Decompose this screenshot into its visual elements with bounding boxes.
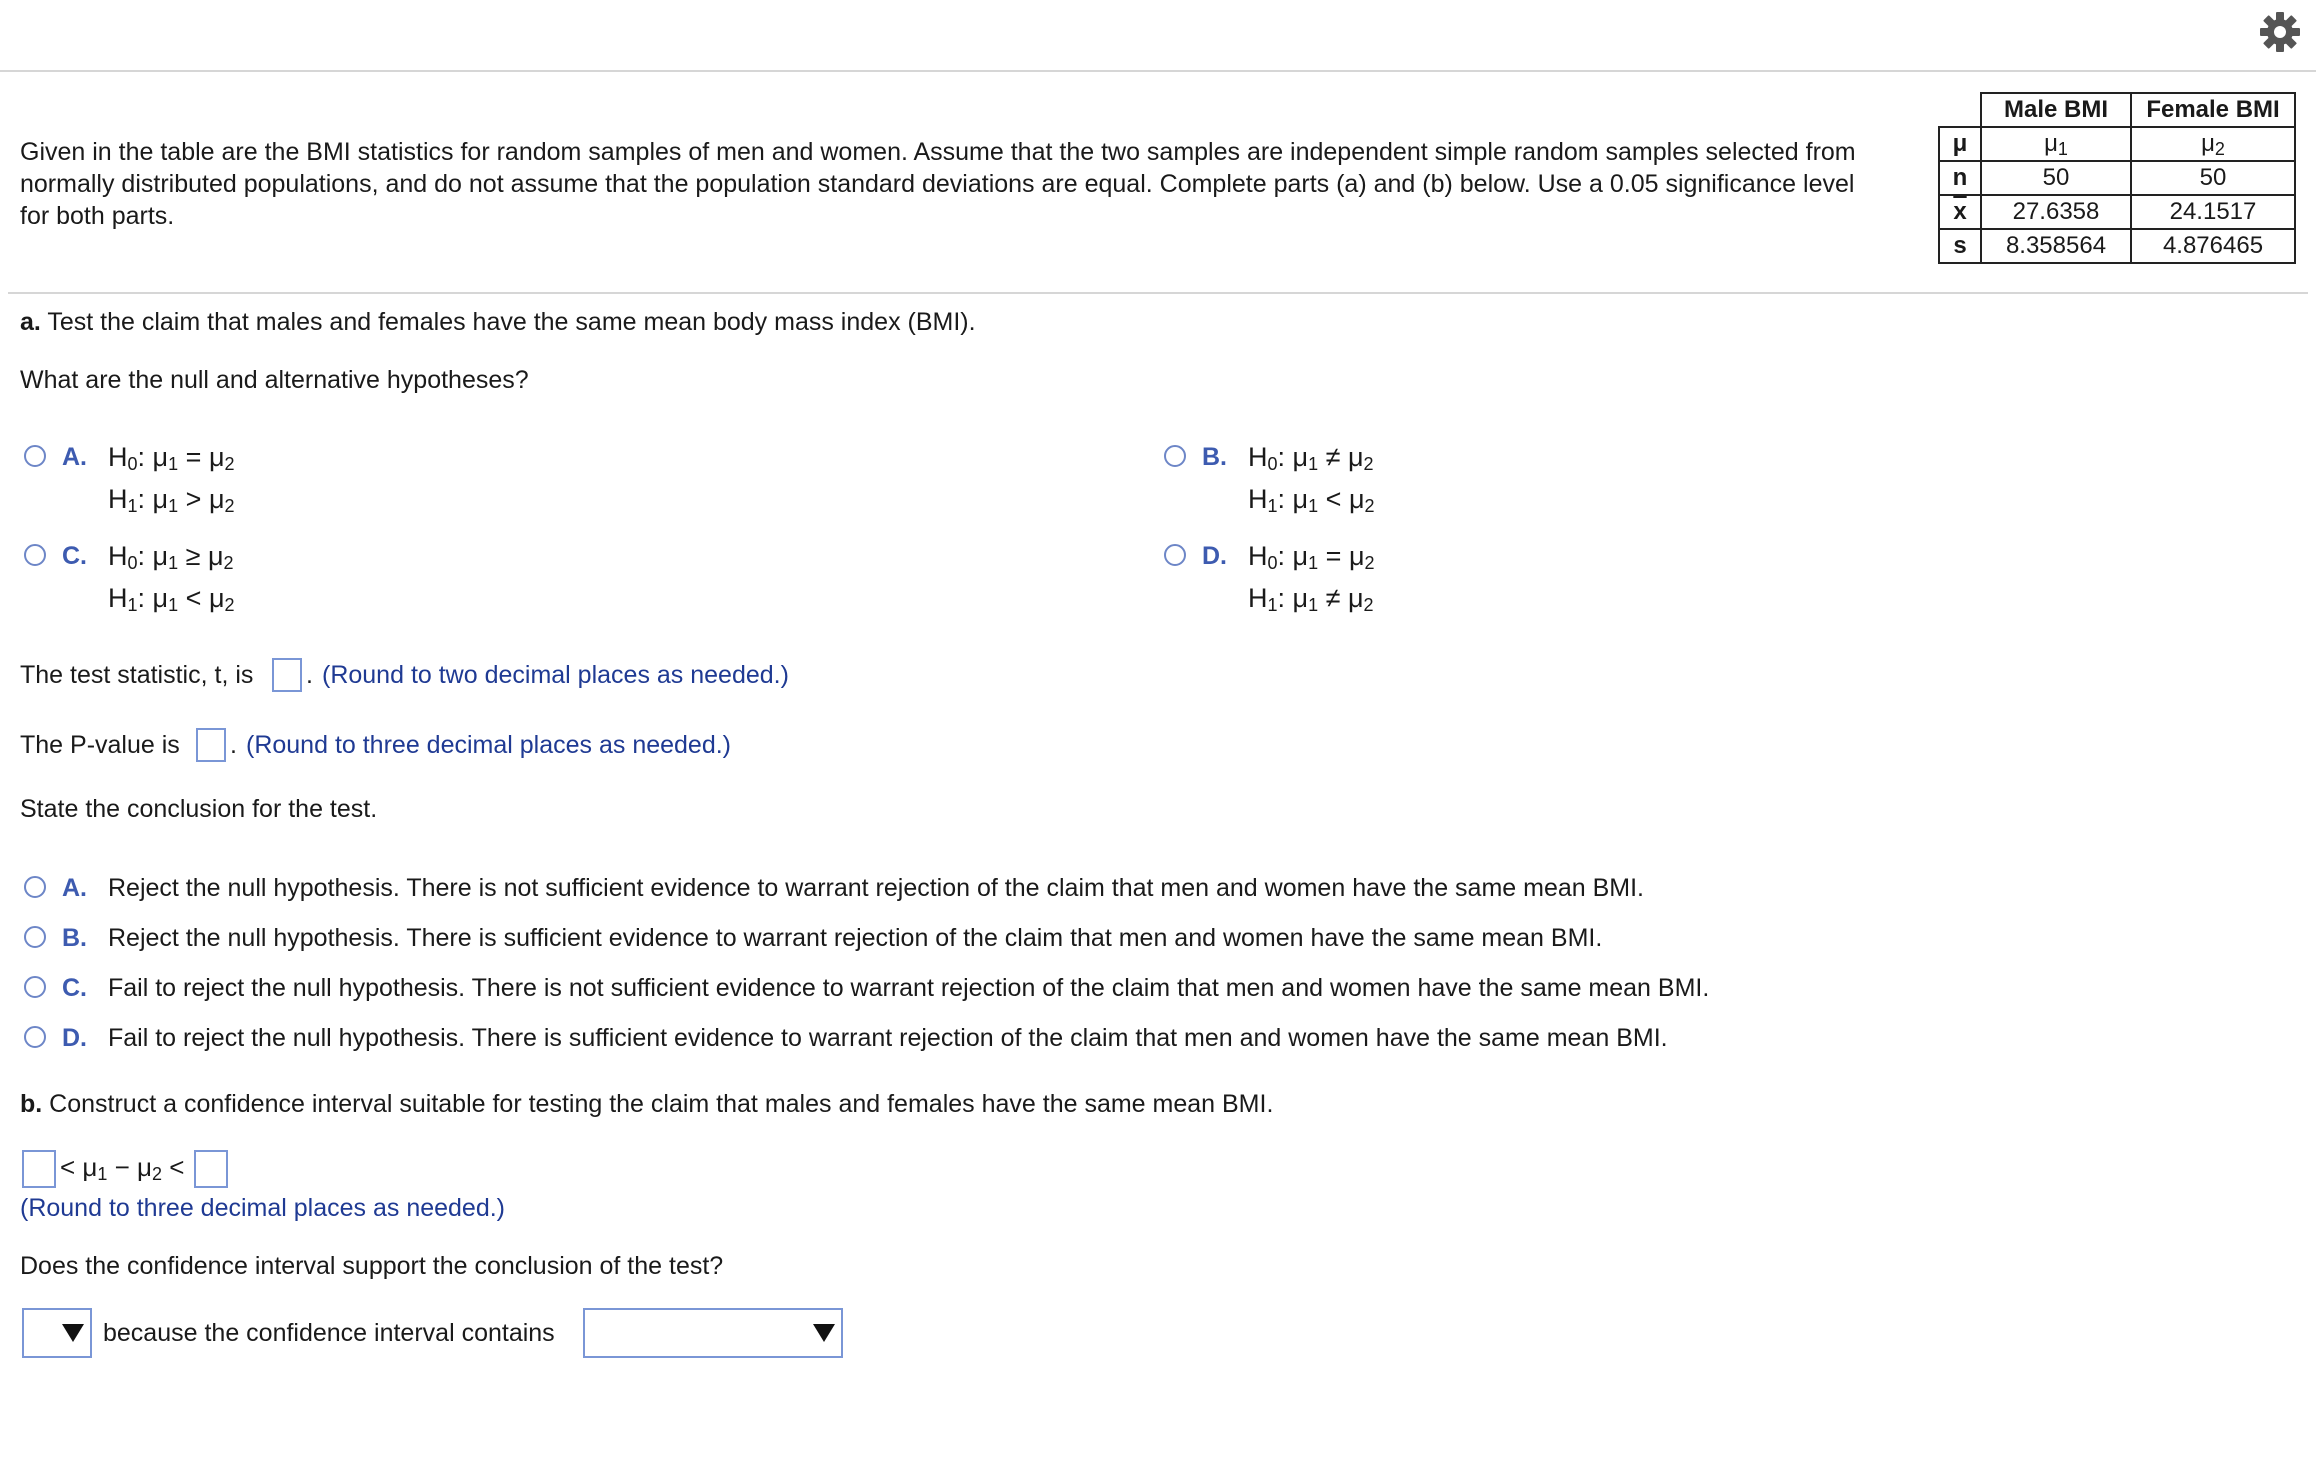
hypothesis-b-h1[interactable]: $H_1$: $\mu_1 < \mu_2$: [1248, 484, 1375, 516]
test-statistic-period: .: [306, 661, 313, 689]
header-female-bmi: Female BMI: [2131, 93, 2295, 127]
radio-hypothesis-d[interactable]: [1164, 544, 1186, 566]
divider: [8, 292, 2308, 294]
table-row: [1939, 161, 2295, 195]
option-letter: C.: [62, 542, 87, 570]
conclusion-d-text[interactable]: Fail to reject the null hypothesis. There is sufficient evidence to warrant rejection of the claim that men and women have the same mean BMI.: [108, 1024, 1668, 1052]
hypothesis-d-h1[interactable]: $H_1$: $\mu_1 \ne \mu_2$: [1248, 583, 1374, 615]
option-letter: A.: [62, 443, 87, 471]
hypothesis-b-h0[interactable]: $H_0$: $\mu_1 \ne \mu_2$: [1248, 442, 1374, 474]
conclusion-b-text[interactable]: Reject the null hypothesis. There is sufficient evidence to warrant rejection of the claim that men and women have the same mean BMI.: [108, 924, 1603, 952]
p-value-label: The P-value is: [20, 731, 180, 759]
triangle-down-icon: [813, 1324, 835, 1342]
part-a-prompt: a. Test the claim that males and females have the same mean body mass index (BMI).: [20, 308, 976, 336]
bmi-statistics-table: [1938, 92, 2296, 264]
option-letter: C.: [62, 974, 87, 1002]
test-statistic-label: The test statistic, t, is: [20, 661, 254, 689]
table-row: [1939, 195, 2295, 229]
conclusion-a-text[interactable]: Reject the null hypothesis. There is not sufficient evidence to warrant rejection of the claim that men and women have the same mean BMI.: [108, 874, 1644, 902]
radio-conclusion-d[interactable]: [24, 1026, 46, 1048]
row-label-xbar: $\overline{x}$: [1939, 195, 1981, 229]
table-corner: [1939, 93, 1981, 127]
radio-conclusion-c[interactable]: [24, 976, 46, 998]
ci-hint: (Round to three decimal places as needed.): [20, 1194, 506, 1222]
ci-upper-input[interactable]: [194, 1150, 228, 1188]
option-letter: D.: [1202, 542, 1227, 570]
female-mean: 24.1517: [2131, 195, 2295, 229]
male-n: 50: [1981, 161, 2131, 195]
option-letter: B.: [62, 924, 87, 952]
conclusion-label: State the conclusion for the test.: [20, 795, 378, 823]
part-b-prompt: b. Construct a confidence interval suitable for testing the claim that males and females have the same mean BMI.: [20, 1090, 1274, 1118]
hypotheses-question: What are the null and alternative hypotheses?: [20, 366, 529, 394]
radio-conclusion-b[interactable]: [24, 926, 46, 948]
triangle-down-icon: [62, 1324, 84, 1342]
p-value-input[interactable]: [196, 728, 226, 762]
option-letter: D.: [62, 1024, 87, 1052]
female-sd: 4.876465: [2131, 229, 2295, 263]
ci-lower-input[interactable]: [22, 1150, 56, 1188]
conclusion-c-text[interactable]: Fail to reject the null hypothesis. There is not sufficient evidence to warrant rejection of the claim that men and women have the same mean BMI.: [108, 974, 1710, 1002]
hypothesis-c-h0[interactable]: $H_0$: $\mu_1 \ge \mu_2$: [108, 541, 234, 573]
contains-dropdown[interactable]: [583, 1308, 843, 1358]
because-text: because the confidence interval contains: [103, 1319, 555, 1347]
radio-conclusion-a[interactable]: [24, 876, 46, 898]
radio-hypothesis-b[interactable]: [1164, 445, 1186, 467]
problem-statement: [20, 136, 1940, 232]
p-value-period: .: [230, 731, 237, 759]
option-letter: B.: [1202, 443, 1227, 471]
female-n: 50: [2131, 161, 2295, 195]
row-label-n: n: [1939, 161, 1981, 195]
option-letter: A.: [62, 874, 87, 902]
support-dropdown[interactable]: [22, 1308, 92, 1358]
male-sd: 8.358564: [1981, 229, 2131, 263]
row-label-mu: μ: [1939, 127, 1981, 161]
intro-line-1: Given in the table are the BMI statistics for random samples of men and women. Assume that the two samples are independent simple random samples selected from: [20, 138, 1856, 166]
test-statistic-input[interactable]: [272, 658, 302, 692]
table-row: [1939, 127, 2295, 161]
hypothesis-a-h0[interactable]: $H_0$: $\mu_1 = \mu_2$: [108, 442, 235, 474]
row-label-s: s: [1939, 229, 1981, 263]
ci-expression: < $\mu_1 - \mu_2$ <: [60, 1152, 185, 1184]
test-statistic-hint: (Round to two decimal places as needed.): [322, 661, 789, 689]
ci-support-question: Does the confidence interval support the conclusion of the test?: [20, 1252, 724, 1280]
male-mu: $\mu_1$: [1981, 127, 2131, 161]
female-mu: $\mu_2$: [2131, 127, 2295, 161]
hypothesis-a-h1[interactable]: $H_1$: $\mu_1 > \mu_2$: [108, 484, 235, 516]
radio-hypothesis-a[interactable]: [24, 445, 46, 467]
table-row: [1939, 229, 2295, 263]
radio-hypothesis-c[interactable]: [24, 544, 46, 566]
p-value-hint: (Round to three decimal places as needed.): [246, 731, 732, 759]
hypothesis-c-h1[interactable]: $H_1$: $\mu_1 < \mu_2$: [108, 583, 235, 615]
intro-line-2: normally distributed populations, and do not assume that the population standard deviations are equal. Complete parts (a) and (b) below. Use a 0.05 significance level: [20, 170, 1855, 198]
gear-icon[interactable]: [2258, 10, 2302, 54]
header-male-bmi: Male BMI: [1981, 93, 2131, 127]
hypothesis-d-h0[interactable]: $H_0$: $\mu_1 = \mu_2$: [1248, 541, 1375, 573]
top-bar: [0, 0, 2316, 72]
male-mean: 27.6358: [1981, 195, 2131, 229]
intro-line-3: for both parts.: [20, 202, 175, 230]
